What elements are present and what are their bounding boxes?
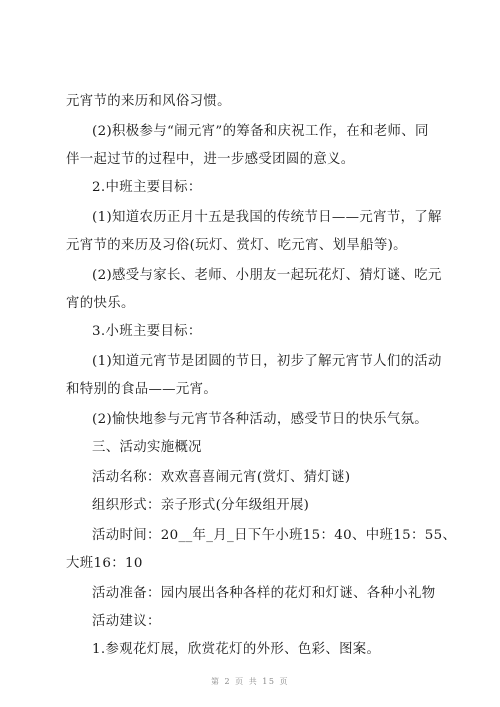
- text-line: (1)知道元宵节是团圆的节日，初步了解元宵节人们的活动: [92, 354, 442, 369]
- text-line: (2)感受与家长、老师、小朋友一起玩花灯、猜灯谜、吃元: [92, 268, 442, 283]
- text-line: (2)愉快地参与元宵节各种活动，感受节日的快乐气氛。: [92, 412, 429, 427]
- text-line: 活动建议：: [92, 614, 161, 629]
- text-line: (1)知道农历正月十五是我国的传统节日——元宵节，了解: [92, 210, 442, 225]
- text-line: (2)积极参与“闹元宵”的筹备和庆祝工作，在和老师、同: [92, 124, 429, 139]
- section-heading: 2.中班主要目标：: [92, 180, 202, 195]
- section-heading: 3.小班主要目标：: [92, 324, 202, 339]
- text-line: 活动准备：园内展出各种各样的花灯和灯谜、各种小礼物: [92, 586, 436, 601]
- text-line: 宵的快乐。: [66, 296, 135, 311]
- text-line: 活动时间：20__年_月_日下午小班15：40、中班15：55、: [92, 528, 457, 543]
- text-line: 1.参观花灯展，欣赏花灯的外形、色彩、图案。: [92, 642, 381, 657]
- text-line: 元宵节的来历及习俗(玩灯、赏灯、吃元宵、划旱船等)。: [66, 238, 407, 253]
- text-line: 伴一起过节的过程中，进一步感受团圆的意义。: [66, 152, 355, 167]
- text-line: 大班16：10: [66, 556, 143, 571]
- section-heading: 三、活动实施概况: [92, 440, 202, 455]
- text-line: 活动名称：欢欢喜喜闹元宵(赏灯、猜灯谜): [92, 470, 351, 485]
- text-line: 和特别的食品——元宵。: [66, 382, 218, 397]
- text-line: 组织形式：亲子形式(分年级组开展): [92, 498, 310, 513]
- text-line: 元宵节的来历和风俗习惯。: [66, 94, 231, 109]
- page-number-footer: 第 2 页 共 15 页: [211, 677, 289, 686]
